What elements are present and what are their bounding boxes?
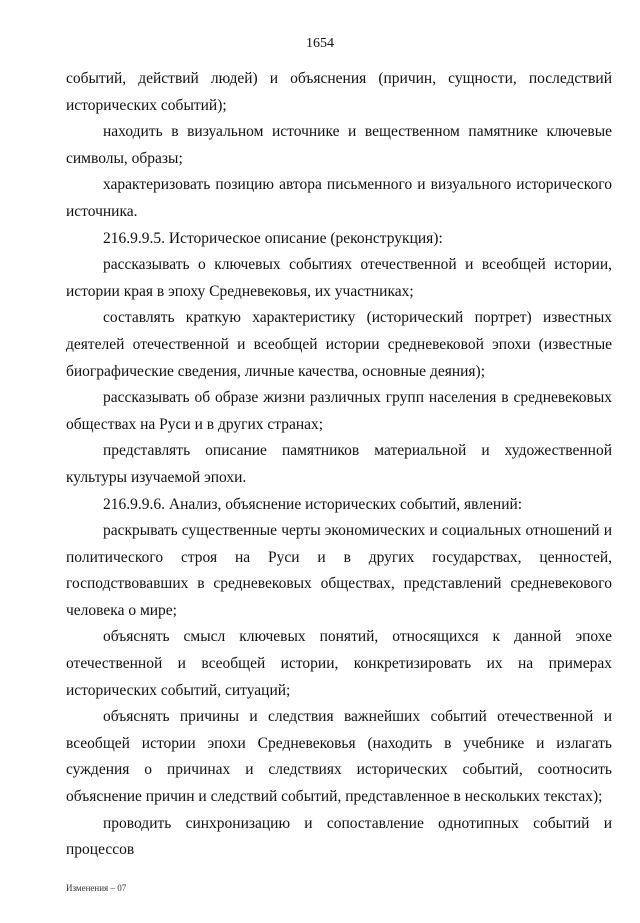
paragraph-7: рассказывать об образе жизни различных групп населения в средневековых обществах на Руси и в других странах; <box>66 389 612 433</box>
paragraph-5: рассказывать о ключевых событиях отечественной и всеобщей истории, истории края в эпоху Средневековья, их участниках; <box>66 256 612 300</box>
paragraph-13: проводить синхронизацию и сопоставление однотипных событий и процессов <box>66 814 612 859</box>
section-heading-216-9-9-5: 216.9.9.5. Историческое описание (реконструкция): <box>103 229 443 247</box>
paragraph-1: событий, действий людей) и объяснения (причин, сущности, последствий исторических событий); <box>66 70 612 114</box>
paragraph-12: объяснять причины и следствия важнейших событий отечественной и всеобщей истории эпохи Средневековья (находить в учебнике и излагать суждения о причинах и следствиях исторических событий, соотносить объяснение причин и следствий событий, представленное в нескольких текстах); <box>66 708 612 806</box>
paragraph-8: представлять описание памятников материальной и художественной культуры изучаемой эпохи. <box>66 442 612 486</box>
section-heading-216-9-9-6: 216.9.9.6. Анализ, объяснение исторических событий, явлений: <box>103 495 523 513</box>
page-number: 1654 <box>306 36 334 51</box>
document-body <box>66 66 612 864</box>
paragraph-11: объяснять смысл ключевых понятий, относящихся к данной эпохе отечественной и всеобщей истории, конкретизировать их на примерах исторических событий, ситуаций; <box>66 628 612 699</box>
paragraph-10: раскрывать существенные черты экономических и социальных отношений и политического строя на Руси и в других государствах, ценностей, господствовавших в средневековых обществах, представлений средневекового человека о мире; <box>66 522 612 619</box>
paragraph-6: составлять краткую характеристику (исторический портрет) известных деятелей отечественной и всеобщей истории средневековой эпохи (известные биографические сведения, личные качества, основные деяния); <box>66 309 612 380</box>
paragraph-2: находить в визуальном источнике и вещественном памятнике ключевые символы, образы; <box>66 123 612 167</box>
paragraph-3: характеризовать позицию автора письменного и визуального исторического источника. <box>66 176 612 220</box>
footer-revision-note: Изменения – 07 <box>66 883 127 893</box>
